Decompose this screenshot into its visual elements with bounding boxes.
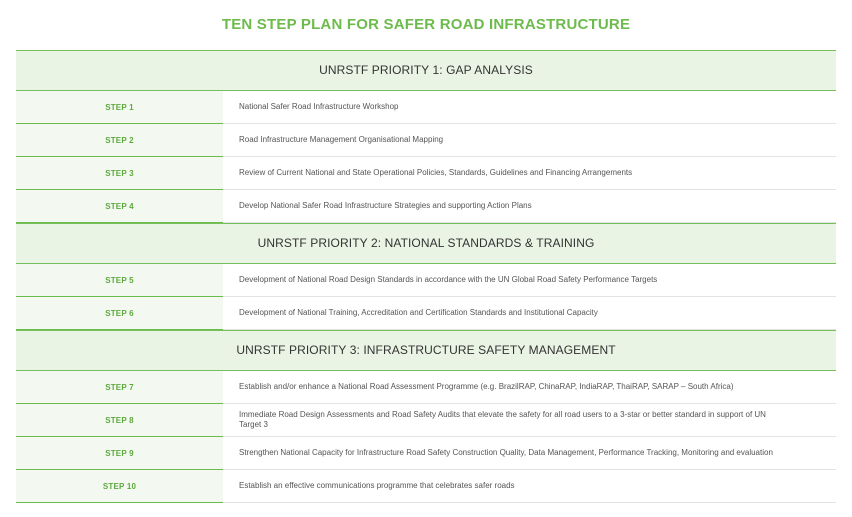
page-title: TEN STEP PLAN FOR SAFER ROAD INFRASTRUCTURE	[221, 16, 631, 33]
step-description: Establish and/or enhance a National Road Assessment Programme (e.g. BrazilRAP, ChinaRAP, IndiaRAP, ThaiRAP, SARAP – South Africa)	[239, 382, 734, 391]
priority-2-heading: UNRSTF PRIORITY 2: NATIONAL STANDARDS & TRAINING	[16, 223, 836, 264]
step-description: Development of National Training, Accreditation and Certification Standards and Institutional Capacity	[239, 308, 598, 317]
table-row-step-10	[16, 470, 836, 503]
step-label: STEP 5	[16, 264, 223, 297]
step-description: National Safer Road Infrastructure Workshop	[239, 102, 399, 111]
step-label: STEP 1	[16, 91, 223, 124]
table-row-step-8	[16, 404, 836, 437]
table-row-step-3	[16, 157, 836, 190]
table-row-step-1	[16, 91, 836, 124]
step-label: STEP 4	[16, 190, 223, 223]
table-row-step-6	[16, 297, 836, 330]
step-description: Development of National Road Design Standards in accordance with the UN Global Road Safety Performance Targets	[239, 275, 658, 284]
step-description: Establish an effective communications programme that celebrates safer roads	[239, 481, 515, 490]
step-label: STEP 7	[16, 371, 223, 404]
table-row-step-4	[16, 190, 836, 223]
table-row-step-9	[16, 437, 836, 470]
step-label: STEP 6	[16, 297, 223, 330]
step-description: Review of Current National and State Operational Policies, Standards, Guidelines and Financing Arrangements	[239, 168, 633, 177]
step-label: STEP 3	[16, 157, 223, 190]
step-description: Road Infrastructure Management Organisational Mapping	[239, 135, 444, 144]
table-row-step-2	[16, 124, 836, 157]
step-label: STEP 9	[16, 437, 223, 470]
step-label: STEP 10	[16, 470, 223, 503]
table-row-step-5	[16, 264, 836, 297]
step-description: Strengthen National Capacity for Infrastructure Road Safety Construction Quality, Data Management, Performance Tracking, Monitoring and evaluation	[239, 448, 773, 457]
step-label: STEP 2	[16, 124, 223, 157]
step-label: STEP 8	[16, 404, 223, 437]
table-row-step-7	[16, 371, 836, 404]
priority-3-heading: UNRSTF PRIORITY 3: INFRASTRUCTURE SAFETY MANAGEMENT	[16, 330, 836, 371]
step-description: Immediate Road Design Assessments and Road Safety Audits that elevate the safety for all road users to a 3-star or better standard in support of UN Target 3	[239, 410, 766, 429]
steps-table	[16, 50, 836, 503]
priority-1-heading: UNRSTF PRIORITY 1: GAP ANALYSIS	[16, 50, 836, 91]
step-description: Develop National Safer Road Infrastructure Strategies and supporting Action Plans	[239, 201, 532, 210]
